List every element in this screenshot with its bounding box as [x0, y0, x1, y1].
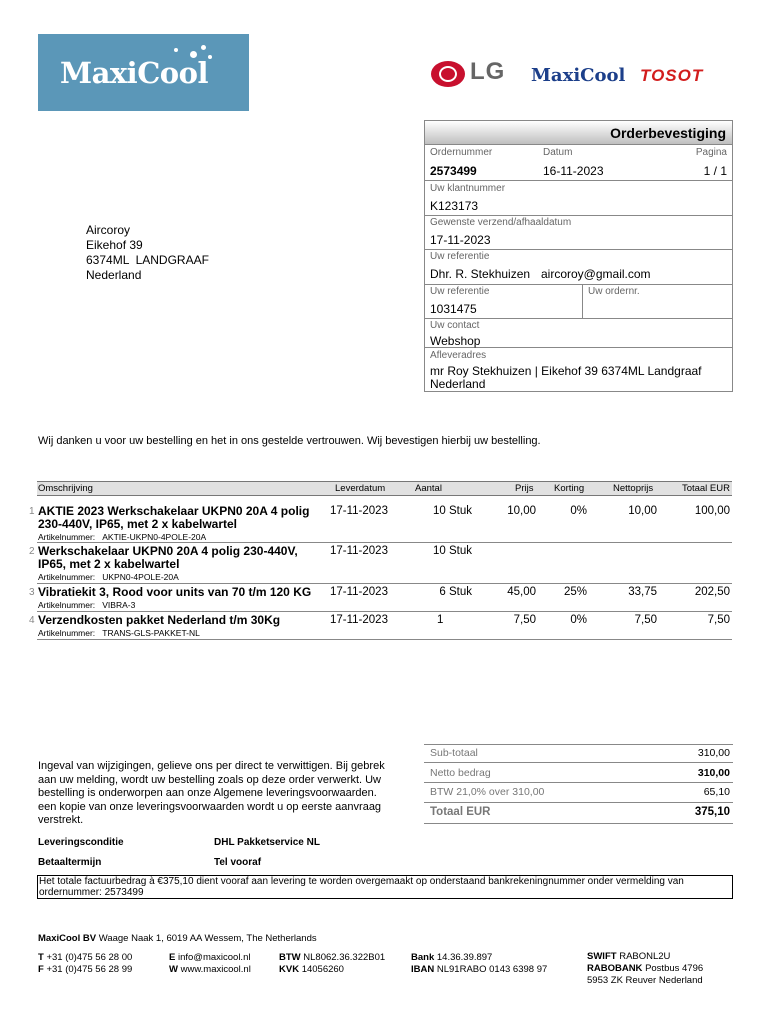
- payment-term-label: Betaaltermijn: [38, 857, 102, 868]
- row-article: Artikelnummer: UKPN0-4POLE-20A: [38, 572, 179, 582]
- delivery-condition-label: Leveringsconditie: [38, 837, 124, 848]
- row-total: 100,00: [694, 505, 730, 517]
- row-date: 17-11-2023: [330, 586, 388, 598]
- logo-bubble: [174, 48, 178, 52]
- row-price: 7,50: [513, 614, 536, 626]
- row-number: 1: [29, 506, 35, 517]
- row-number: 4: [29, 615, 35, 626]
- footer-email: E info@maxicool.nl: [169, 952, 251, 963]
- page-number: 1 / 1: [703, 164, 727, 178]
- address-line1: Aircoroy: [86, 223, 131, 237]
- order-number-row: [425, 145, 732, 181]
- row-quantity: 6 Stuk: [439, 586, 472, 598]
- row-description: Verzendkosten pakket Nederland t/m 30Kg: [38, 613, 281, 627]
- row-number: 3: [29, 587, 35, 598]
- payment-note: Het totale factuurbedrag à €375,10 dient vooraf aan levering te worden overgemaakt op onderstaand bankrekeningnummer onder vermelding van ordernummer: 2573499: [37, 875, 733, 899]
- row-article: Artikelnummer: TRANS-GLS-PAKKET-NL: [38, 628, 200, 638]
- address-line2: Eikehof 39: [86, 238, 143, 252]
- order-number-label: Ordernummer: [430, 147, 493, 158]
- row-price: 10,00: [507, 505, 536, 517]
- row-quantity: 10 Stuk: [433, 545, 472, 557]
- row-description: Werkschakelaar UKPN0 20A 4 polig 230-440V, IP65, met 2 x kabelwartel: [38, 544, 298, 571]
- customer-number-label: Uw klantnummer: [430, 183, 506, 194]
- ship-date-row: [425, 216, 732, 250]
- divider: [582, 285, 583, 319]
- reference-name: Dhr. R. Stekhuizen: [430, 267, 531, 281]
- footer-phone: T +31 (0)475 56 28 00: [38, 952, 133, 963]
- row-divider: [37, 639, 732, 640]
- order-info-box: [424, 120, 733, 392]
- row-net-price: 10,00: [628, 505, 657, 517]
- row-divider: [37, 583, 732, 584]
- footer-iban: IBAN NL91RABO 0143 6398 97: [411, 964, 548, 975]
- col-net-price: Nettoprijs: [613, 483, 654, 494]
- row-price: 45,00: [507, 586, 536, 598]
- delivery-condition-value: DHL Pakketservice NL: [214, 837, 320, 848]
- delivery-line1: mr Roy Stekhuizen | Eikehof 39 6374ML Landgraaf: [430, 364, 702, 378]
- totals-divider: [424, 823, 733, 824]
- logo-bubble: [208, 55, 212, 59]
- delivery-label: Afleveradres: [430, 350, 487, 361]
- page-label: Pagina: [695, 147, 727, 158]
- col-discount: Korting: [554, 483, 585, 494]
- lg-logo-icon: [431, 61, 465, 87]
- row-net-price: 33,75: [628, 586, 657, 598]
- delivery-line2: Nederland: [430, 377, 486, 391]
- address-line4: Nederland: [86, 268, 142, 282]
- totals-divider: [424, 802, 733, 803]
- subtotal-label: Sub-totaal: [430, 747, 478, 759]
- vat-label: BTW 21,0% over 310,00: [430, 786, 545, 798]
- col-total: Totaal EUR: [681, 483, 730, 494]
- logo-text: MaxiCool: [60, 56, 208, 90]
- net-label: Netto bedrag: [430, 767, 491, 779]
- row-date: 17-11-2023: [330, 545, 388, 557]
- notice-text: Ingeval van wijzigingen, gelieve ons per direct te verwittigen. Bij gebrek aan uw melding, wordt uw bestelling zoals op deze order verwerkt. Uw bestelling is onderworpen aan onze Algemene leveringsvoorwaarden. een kopie van onze leveringsvoorwaarden wordt u op eerste aanvraag verstrekt.: [38, 760, 385, 826]
- footer-btw: BTW NL8062.36.322B01: [279, 952, 386, 963]
- customer-number-row: [425, 181, 732, 216]
- row-description: AKTIE 2023 Werkschakelaar UKPN0 20A 4 polig 230-440V, IP65, met 2 x kabelwartel: [38, 504, 310, 531]
- order-box-title: Orderbevestiging: [425, 121, 732, 145]
- col-description: Omschrijving: [38, 483, 93, 494]
- row-quantity: 1: [437, 614, 444, 626]
- subtotal-value: 310,00: [697, 747, 730, 759]
- row-total: 7,50: [707, 614, 730, 626]
- totals-divider: [424, 782, 733, 783]
- row-discount: 0%: [570, 505, 587, 517]
- row-date: 17-11-2023: [330, 614, 388, 626]
- col-delivery-date: Leverdatum: [335, 483, 386, 494]
- totals-divider: [424, 744, 733, 745]
- row-total: 202,50: [694, 586, 730, 598]
- col-quantity: Aantal: [415, 483, 442, 494]
- contact: Webshop: [430, 334, 481, 348]
- row-divider: [37, 542, 732, 543]
- thanks-text: Wij danken u voor uw bestelling en het in ons gestelde vertrouwen. Wij bevestigen hierbij uw bestelling.: [38, 435, 541, 447]
- logo-bubble: [201, 45, 206, 50]
- row-article: Artikelnummer: AKTIE-UKPN0-4POLE-20A: [38, 532, 207, 542]
- contact-label: Uw contact: [430, 320, 480, 331]
- row-discount: 25%: [563, 586, 587, 598]
- footer-website: W www.maxicool.nl: [169, 964, 251, 975]
- tosot-brand: TOSOT: [640, 66, 704, 85]
- address-line3: 6374ML LANDGRAAF: [86, 253, 209, 267]
- reference-row: [425, 250, 732, 285]
- maxicool-logo: [38, 34, 249, 111]
- row-date: 17-11-2023: [330, 505, 388, 517]
- net-value: 310,00: [697, 767, 730, 779]
- row-article: Artikelnummer: VIBRA-3: [38, 600, 136, 610]
- footer-fax: F +31 (0)475 56 28 99: [38, 964, 133, 975]
- order-date: 16-11-2023: [543, 164, 604, 178]
- date-label: Datum: [543, 147, 573, 158]
- footer-rabobank: RABOBANK Postbus 4796: [587, 963, 704, 974]
- reference2: 1031475: [430, 302, 477, 316]
- customer-address: [86, 223, 209, 283]
- footer-rabobank-address: 5953 ZK Reuver Nederland: [587, 975, 703, 986]
- row-quantity: 10 Stuk: [433, 505, 472, 517]
- footer-bank: Bank 14.36.39.897: [411, 952, 493, 963]
- row-net-price: 7,50: [634, 614, 657, 626]
- totals-divider: [424, 762, 733, 763]
- row-number: 2: [29, 546, 35, 557]
- ship-date-label: Gewenste verzend/afhaaldatum: [430, 217, 572, 228]
- row-description: Vibratiekit 3, Rood voor units van 70 t/m 120 KG: [38, 585, 312, 599]
- your-order-label: Uw ordernr.: [588, 286, 640, 297]
- reference2-row: [425, 285, 732, 319]
- row-discount: 0%: [570, 614, 587, 626]
- order-number: 2573499: [430, 164, 477, 178]
- total-label: Totaal EUR: [430, 806, 491, 818]
- vat-value: 65,10: [703, 786, 730, 798]
- customer-number: K123173: [430, 199, 479, 213]
- reference-email: aircoroy@gmail.com: [541, 267, 651, 281]
- footer-swift: SWIFT RABONL2U: [587, 951, 671, 962]
- delivery-address-row: [425, 348, 732, 391]
- maxicool-brand: MaxiCool: [531, 65, 626, 86]
- col-price: Prijs: [515, 483, 534, 494]
- footer-company: MaxiCool BV Waage Naak 1, 6019 AA Wessem, The Netherlands: [38, 933, 317, 944]
- contact-row: [425, 319, 732, 348]
- total-value: 375,10: [694, 806, 730, 818]
- footer-kvk: KVK 14056260: [279, 964, 344, 975]
- row-divider: [37, 611, 732, 612]
- reference2-label: Uw referentie: [430, 286, 490, 297]
- payment-term-value: Tel vooraf: [214, 857, 262, 868]
- table-header: [37, 481, 732, 496]
- reference-label: Uw referentie: [430, 251, 490, 262]
- lg-brand: LG: [470, 58, 506, 85]
- ship-date: 17-11-2023: [430, 233, 491, 247]
